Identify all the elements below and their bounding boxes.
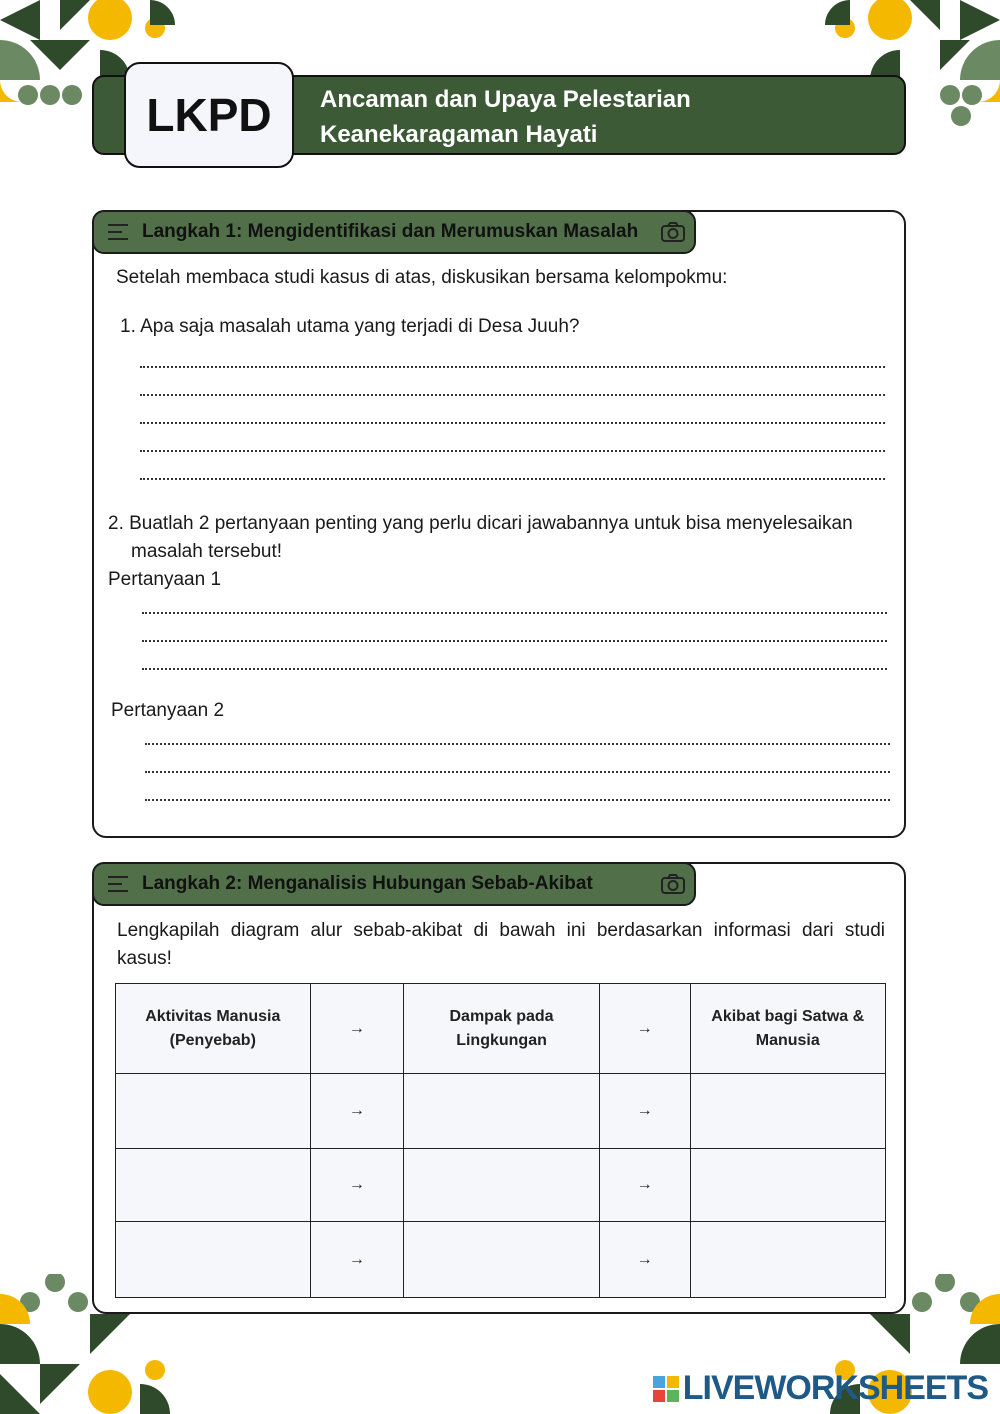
header-aktivitas: Aktivitas Manusia (Penyebab) bbox=[116, 984, 311, 1074]
step2-intro-line-2: kasus! bbox=[117, 948, 172, 969]
answer-line-q1-3[interactable] bbox=[140, 422, 885, 424]
lkpd-badge: LKPD bbox=[124, 62, 294, 168]
answer-line-q1-4[interactable] bbox=[140, 450, 885, 452]
cell-dampak-3[interactable] bbox=[404, 1222, 600, 1298]
step1-intro: Setelah membaca studi kasus di atas, diskusikan bersama kelompokmu: bbox=[116, 267, 728, 288]
answer-line-p2-1[interactable] bbox=[145, 743, 890, 745]
answer-line-p1-2[interactable] bbox=[142, 640, 887, 642]
logo-text: LIVEWORKSHEETS bbox=[682, 1369, 988, 1407]
question-2-line-2: masalah tersebut! bbox=[131, 541, 283, 562]
step2-title: Langkah 2: Menganalisis Hubungan Sebab-Akibat bbox=[142, 873, 593, 894]
title-line-1: Ancaman dan Upaya Pelestarian bbox=[320, 86, 691, 113]
header-akibat: Akibat bagi Satwa & Manusia bbox=[690, 984, 886, 1074]
arrow-cell: → bbox=[599, 1222, 690, 1298]
header-arrow-1: → bbox=[310, 984, 404, 1074]
question-2-line-1: 2. Buatlah 2 pertanyaan penting yang perlu dicari jawabannya untuk bisa menyelesaikan bbox=[108, 513, 853, 534]
cause-effect-table bbox=[115, 983, 886, 1298]
liveworksheets-logo[interactable] bbox=[653, 1369, 988, 1408]
liveworksheets-logo-icon bbox=[653, 1376, 679, 1402]
header-dampak: Dampak pada Lingkungan bbox=[404, 984, 600, 1074]
pertanyaan-2-label: Pertanyaan 2 bbox=[111, 700, 225, 721]
step2-tab bbox=[92, 862, 696, 906]
arrow-cell: → bbox=[599, 1149, 690, 1222]
table-row bbox=[116, 1149, 886, 1222]
table-row bbox=[116, 1074, 886, 1149]
answer-line-q1-2[interactable] bbox=[140, 394, 885, 396]
answer-line-p2-2[interactable] bbox=[145, 771, 890, 773]
arrow-cell: → bbox=[310, 1222, 404, 1298]
camera-icon[interactable] bbox=[660, 221, 686, 243]
table-row bbox=[116, 1222, 886, 1298]
answer-line-p2-3[interactable] bbox=[145, 799, 890, 801]
cell-aktivitas-3[interactable] bbox=[116, 1222, 311, 1298]
menu-lines-icon bbox=[108, 222, 130, 242]
answer-line-p1-3[interactable] bbox=[142, 668, 887, 670]
answer-line-p1-1[interactable] bbox=[142, 612, 887, 614]
cell-akibat-2[interactable] bbox=[690, 1149, 886, 1222]
arrow-cell: → bbox=[310, 1074, 404, 1149]
worksheet-title bbox=[320, 82, 880, 152]
step1-title: Langkah 1: Mengidentifikasi dan Merumuskan Masalah bbox=[142, 221, 639, 242]
cell-dampak-1[interactable] bbox=[404, 1074, 600, 1149]
cell-akibat-1[interactable] bbox=[690, 1074, 886, 1149]
question-1: 1. Apa saja masalah utama yang terjadi di Desa Juuh? bbox=[120, 316, 580, 337]
cell-dampak-2[interactable] bbox=[404, 1149, 600, 1222]
camera-icon[interactable] bbox=[660, 873, 686, 895]
step2-intro-line-1: Lengkapilah diagram alur sebab-akibat di bawah ini berdasarkan informasi dari studi bbox=[117, 920, 885, 941]
answer-line-q1-1[interactable] bbox=[140, 366, 885, 368]
cell-aktivitas-2[interactable] bbox=[116, 1149, 311, 1222]
cell-aktivitas-1[interactable] bbox=[116, 1074, 311, 1149]
cell-akibat-3[interactable] bbox=[690, 1222, 886, 1298]
table-header-row bbox=[116, 984, 886, 1074]
answer-line-q1-5[interactable] bbox=[140, 478, 885, 480]
title-line-2: Keanekaragaman Hayati bbox=[320, 121, 598, 148]
arrow-cell: → bbox=[599, 1074, 690, 1149]
header-arrow-2: → bbox=[599, 984, 690, 1074]
step1-tab bbox=[92, 210, 696, 254]
menu-lines-icon bbox=[108, 874, 130, 894]
arrow-cell: → bbox=[310, 1149, 404, 1222]
pertanyaan-1-label: Pertanyaan 1 bbox=[108, 569, 222, 590]
